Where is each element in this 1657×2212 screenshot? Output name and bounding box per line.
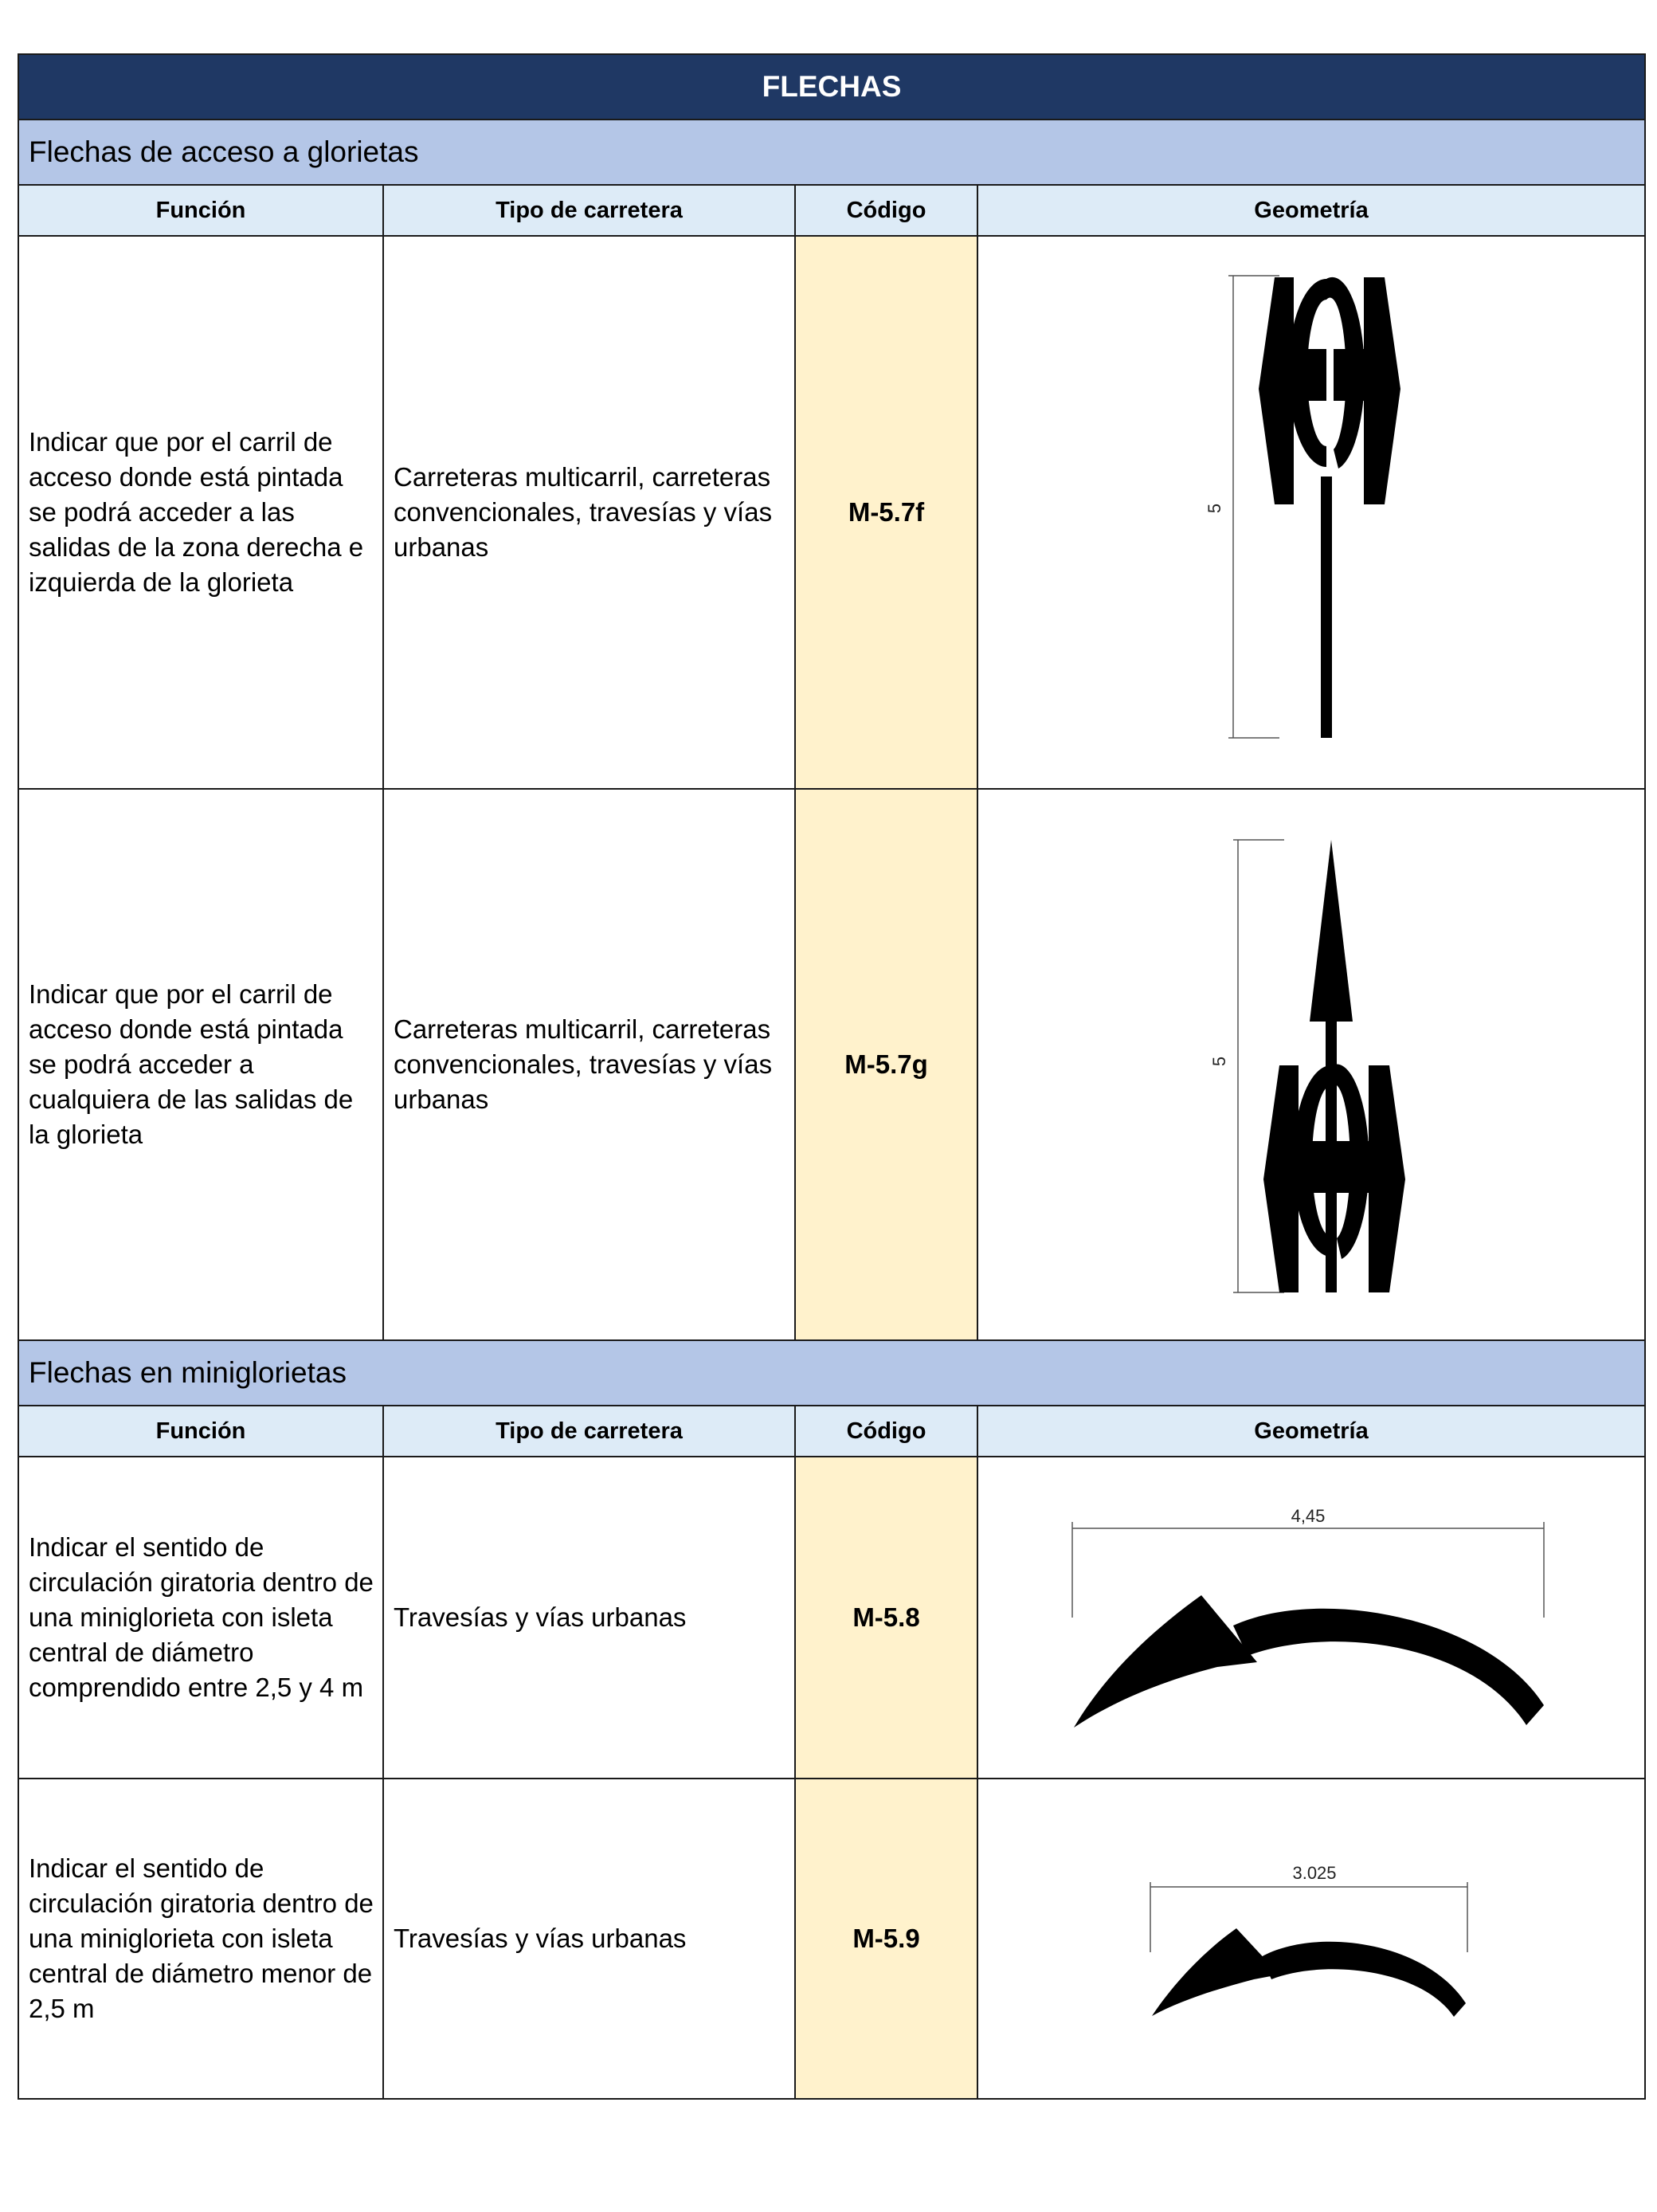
roundabout-arrow-shape	[1259, 277, 1400, 738]
curved-arrow-shape	[1074, 1595, 1544, 1728]
arrow-m57f-drawing	[978, 237, 1643, 787]
funcion-cell: Indicar el sentido de circulación giratoria dentro de una miniglorieta con isleta central de diámetro menor de 2,5 m	[18, 1779, 383, 2099]
dimension-label: 3.025	[1292, 1863, 1337, 1883]
table-row	[18, 236, 1645, 789]
funcion-cell: Indicar que por el carril de acceso donde está pintada se podrá acceder a cualquiera de las salidas de la glorieta	[18, 789, 383, 1340]
codigo-cell: M-5.8	[795, 1457, 977, 1779]
table-row	[18, 1457, 1645, 1779]
dimension-label: 5	[1205, 503, 1224, 514]
column-header-row	[18, 1406, 1645, 1457]
table-row	[18, 1779, 1645, 2099]
funcion-cell: Indicar que por el carril de acceso donde está pintada se podrá acceder a las salidas de la zona derecha e izquierda de la glorieta	[18, 236, 383, 789]
roundabout-straight-arrow-shape	[1263, 840, 1405, 1292]
table-title-row	[18, 54, 1645, 120]
codigo-cell: M-5.7f	[795, 236, 977, 789]
header-geometria: Geometría	[977, 1406, 1645, 1457]
header-geometria: Geometría	[977, 185, 1645, 236]
tipo-cell: Travesías y vías urbanas	[383, 1779, 795, 2099]
table-title: FLECHAS	[18, 54, 1645, 120]
header-funcion: Función	[18, 1406, 383, 1457]
flechas-table	[18, 53, 1646, 2100]
geometria-cell	[977, 789, 1645, 1340]
tipo-cell: Travesías y vías urbanas	[383, 1457, 795, 1779]
column-header-row	[18, 185, 1645, 236]
section-title: Flechas de acceso a glorietas	[18, 120, 1645, 185]
flechas-table-sheet	[18, 53, 1644, 2100]
dimension-line	[1150, 1882, 1467, 1952]
table-row	[18, 789, 1645, 1340]
geometria-cell	[977, 1457, 1645, 1779]
tipo-cell: Carreteras multicarril, carreteras convencionales, travesías y vías urbanas	[383, 236, 795, 789]
section-row	[18, 1340, 1645, 1406]
arrow-m59-drawing	[978, 1780, 1643, 2097]
header-codigo: Código	[795, 185, 977, 236]
section-title: Flechas en miniglorietas	[18, 1340, 1645, 1406]
arrow-m57g-drawing	[978, 790, 1643, 1339]
codigo-cell: M-5.7g	[795, 789, 977, 1340]
geometria-cell	[977, 236, 1645, 789]
dimension-line	[1072, 1522, 1544, 1618]
tipo-cell: Carreteras multicarril, carreteras convencionales, travesías y vías urbanas	[383, 789, 795, 1340]
header-tipo: Tipo de carretera	[383, 1406, 795, 1457]
dimension-label: 4,45	[1291, 1506, 1326, 1526]
funcion-cell: Indicar el sentido de circulación giratoria dentro de una miniglorieta con isleta central de diámetro comprendido entre 2,5 y 4 m	[18, 1457, 383, 1779]
header-funcion: Función	[18, 185, 383, 236]
section-row	[18, 120, 1645, 185]
dimension-label: 5	[1209, 1056, 1229, 1067]
geometria-cell	[977, 1779, 1645, 2099]
header-codigo: Código	[795, 1406, 977, 1457]
curved-arrow-shape	[1152, 1928, 1466, 2017]
arrow-m58-drawing	[978, 1458, 1643, 1777]
codigo-cell: M-5.9	[795, 1779, 977, 2099]
header-tipo: Tipo de carretera	[383, 185, 795, 236]
